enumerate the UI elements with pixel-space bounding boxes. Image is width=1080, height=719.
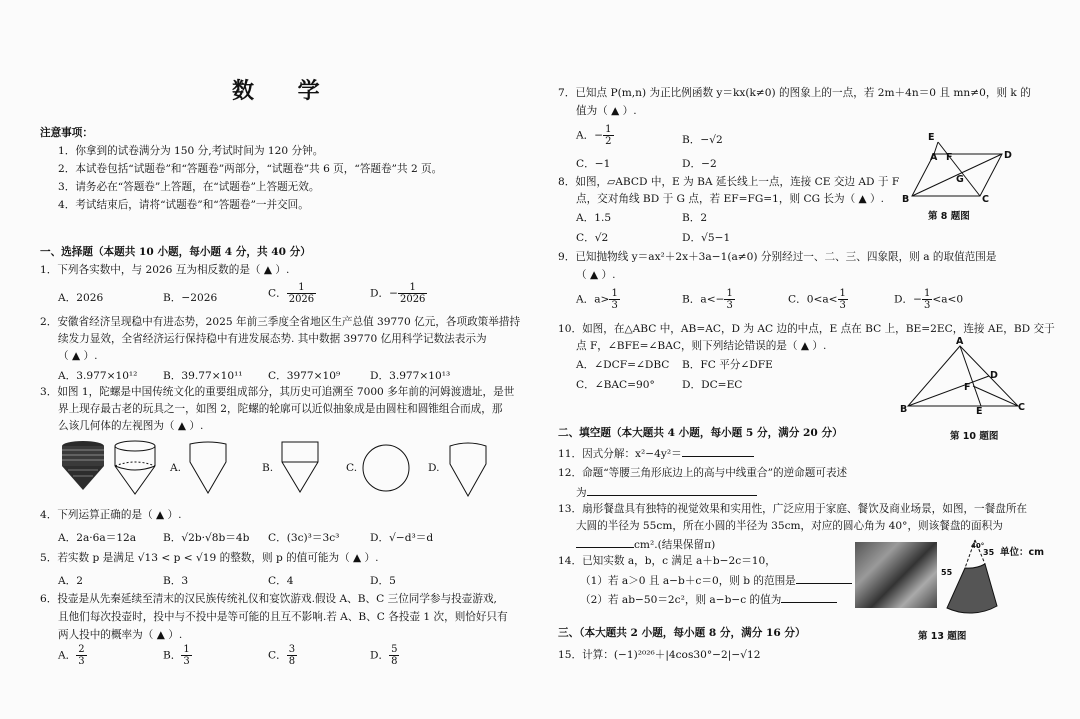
figure-8-caption: 第 8 题图 bbox=[928, 211, 970, 222]
fig8-label-c: C bbox=[982, 194, 989, 205]
answer-blank[interactable] bbox=[781, 592, 837, 603]
q9-option-b: B．a<− $\frac{1}{3}$ bbox=[682, 288, 733, 311]
q2-option-b: B．39.77×10¹¹ bbox=[163, 370, 243, 382]
q2-option-d: D．3.977×10¹³ bbox=[370, 370, 451, 382]
q5-option-b: B．3 bbox=[163, 575, 189, 587]
q9-option-a: A．a> $\frac{1}{3}$ bbox=[576, 288, 618, 311]
q6-option-b: B． $\frac{1}{3}$ bbox=[163, 644, 190, 667]
fig10-label-b: B bbox=[900, 404, 908, 415]
q8-option-a: A．1.5 bbox=[576, 212, 612, 224]
q10-option-d: D．DC=EC bbox=[682, 379, 743, 391]
question-11-stem: 11．因式分解：x²−4y²＝ bbox=[558, 446, 754, 461]
question-9-line: 9．已知抛物线 y＝ax²＋2x＋3a−1(a≠0) 分别经过一、二、三、四象限，则 a 的取值范围是 bbox=[558, 251, 997, 263]
q10-option-c: C．∠BAC=90° bbox=[576, 379, 655, 391]
question-15-stem: 15．计算：(−1)²⁰²⁶＋|4cos30°−2|−√12 bbox=[558, 649, 761, 661]
q9-option-d: D．− $\frac{1}{3}$ <a<0 bbox=[894, 288, 964, 311]
q7-option-d: D．−2 bbox=[682, 158, 717, 170]
question-13-line: cm².(结果保留π) bbox=[576, 537, 715, 552]
q3-option-b-figure bbox=[278, 440, 322, 496]
question-2-line: 续发力显效，全省经济运行保持稳中有进发展态势. 其中数据 39770 亿用科学记数法表示为 bbox=[58, 333, 487, 345]
question-3-line: 么该几何体的左视图为（ ▲ ）. bbox=[58, 420, 204, 432]
note-item: 4．考试结束后，请将“试题卷”和“答题卷”一并交回。 bbox=[58, 199, 309, 211]
q5-option-a: A．2 bbox=[58, 575, 83, 587]
question-1-stem: 1．下列各实数中，与 2026 互为相反数的是（ ▲ ）. bbox=[40, 264, 290, 276]
question-8-line: 点，交对角线 BD 于 G 点，若 EF=FG=1，则 CG 长为（ ▲ ）. bbox=[576, 193, 885, 205]
question-7-line: 7．已知点 P(m,n) 为正比例函数 y＝kx(k≠0) 的图象上的一点，若 2m＋4n＝0 且 mn≠0，则 k 的 bbox=[558, 87, 1031, 99]
question-13-line: 13．扇形餐盘具有独特的视觉效果和实用性，广泛应用于家庭、餐饮及商业场景，如图，一餐盘所在 bbox=[558, 503, 1028, 515]
question-3-line: 3．如图 1，陀螺是中国传统文化的重要组成部分，其历史可追溯至 7000 多年前的河姆渡遗址，是世 bbox=[40, 386, 515, 398]
cylinder-cone-figure bbox=[112, 440, 158, 496]
q3-option-c-label: C. bbox=[346, 462, 358, 474]
question-5-stem: 5．若实数 p 是满足 √13 < p < √19 的整数，则 p 的值可能为（ ▲ ）. bbox=[40, 552, 379, 564]
fig10-label-d: D bbox=[990, 370, 998, 381]
page-title: 数 学 bbox=[232, 78, 338, 104]
q1-option-c: C． $\frac{1}{2026}$ bbox=[268, 282, 315, 305]
sector-plate-diagram bbox=[941, 540, 1005, 612]
question-13-line: 大圆的半径为 55cm，所在小圆的半径为 35cm，对应的圆心角为 40°，则该餐盘的面积为 bbox=[576, 520, 1003, 532]
section-heading: 一、选择题（本题共 10 小题，每小题 4 分，共 40 分） bbox=[40, 246, 311, 258]
q4-option-b: B．√2b·√8b＝4b bbox=[163, 532, 250, 544]
q1-option-d: D．− $\frac{1}{2026}$ bbox=[370, 282, 426, 305]
question-8-line: 8．如图，▱ABCD 中，E 为 BA 延长线上一点，连接 CE 交边 AD 于 F bbox=[558, 176, 900, 188]
q4-option-d: D．√−d³＝d bbox=[370, 532, 434, 544]
question-7-line: 值为（ ▲ ）. bbox=[576, 105, 637, 117]
q9-option-c: C．0<a< $\frac{1}{3}$ bbox=[788, 288, 846, 311]
q7-option-a: A．− $\frac{1}{2}$ bbox=[576, 124, 612, 147]
fig8-label-g: G bbox=[956, 174, 964, 185]
q10-option-a: A．∠DCF=∠DBC bbox=[576, 359, 670, 371]
section-heading: 三、（本大题共 2 小题，每小题 8 分，满分 16 分） bbox=[558, 627, 806, 639]
question-10-line: 10．如图，在△ABC 中，AB=AC，D 为 AC 边的中点，E 点在 BC 上，BE=2EC，连接 AE，BD 交于 bbox=[558, 323, 1055, 335]
question-2-line: 2．安徽省经济呈现稳中有进态势，2025 年前三季度全省地区生产总值 39770 亿元，各项政策举措持 bbox=[40, 316, 521, 328]
q8-option-c: C．√2 bbox=[576, 232, 609, 244]
note-item: 2．本试卷包括“试题卷”和“答题卷”两部分，“试题卷”共 6 页，“答题卷”共 2 页。 bbox=[58, 163, 443, 175]
question-14-line: （2）若 ab−50＝2c²，则 a−b−c 的值为 bbox=[580, 592, 837, 607]
sector-big-radius: 55 bbox=[941, 568, 953, 577]
question-12-line: 12．命题“等腰三角形底边上的高与中线重合”的逆命题可表述 bbox=[558, 467, 848, 479]
q5-option-d: D．5 bbox=[370, 575, 396, 587]
fig10-label-e: E bbox=[976, 406, 983, 417]
question-14-line: 14．已知实数 a，b，c 满足 a＋b−2c＝10， bbox=[558, 555, 776, 567]
q3-option-a-label: A. bbox=[170, 462, 182, 474]
q10-option-b: B．FC 平分∠DFE bbox=[682, 359, 773, 371]
note-item: 1．你拿到的试卷满分为 150 分,考试时间为 120 分钟。 bbox=[58, 145, 324, 157]
fig8-label-d: D bbox=[1004, 150, 1012, 161]
fig8-label-a: A bbox=[930, 152, 938, 163]
q6-option-c: C． $\frac{3}{8}$ bbox=[268, 644, 296, 667]
q5-option-c: C．4 bbox=[268, 575, 294, 587]
q6-option-a: A． $\frac{2}{3}$ bbox=[58, 644, 85, 667]
note-item: 3．请务必在“答题卷”上答题，在“试题卷”上答题无效。 bbox=[58, 181, 320, 193]
question-3-line: 界上现存最古老的玩具之一，如图 2，陀螺的轮廓可以近似抽象成是由圆柱和圆锥组合而成，那 bbox=[58, 403, 503, 415]
notes-heading: 注意事项： bbox=[40, 127, 93, 139]
figure-10-triangle bbox=[900, 336, 1025, 418]
figure-13-caption: 第 13 题图 bbox=[918, 631, 967, 642]
question-6-line: 两人投中的概率为（ ▲ ）. bbox=[58, 629, 183, 641]
q3-option-d-figure bbox=[446, 440, 490, 498]
q7-option-c: C．−1 bbox=[576, 158, 611, 170]
answer-blank[interactable] bbox=[576, 537, 634, 548]
section-heading: 二、填空题（本大题共 4 小题，每小题 5 分，满分 20 分） bbox=[558, 427, 843, 439]
spinning-top-photo bbox=[60, 440, 106, 492]
question-14-line: （1）若 a＞0 且 a−b＋c＝0，则 b 的范围是 bbox=[580, 573, 852, 588]
q3-option-d-label: D. bbox=[428, 462, 440, 474]
fig10-label-c: C bbox=[1018, 402, 1025, 413]
fig10-label-a: A bbox=[956, 336, 964, 347]
q2-option-a: A．3.977×10¹² bbox=[58, 370, 138, 382]
figure-10-caption: 第 10 题图 bbox=[950, 431, 999, 442]
sector-unit-label: 单位：cm bbox=[1000, 547, 1045, 558]
question-9-line: （ ▲ ）. bbox=[576, 269, 616, 281]
question-2-line: （ ▲ ）. bbox=[58, 350, 98, 362]
question-4-stem: 4．下列运算正确的是（ ▲ ）. bbox=[40, 509, 182, 521]
answer-blank[interactable] bbox=[682, 446, 754, 457]
sector-small-radius: 35 bbox=[983, 548, 995, 557]
sector-plate-photo bbox=[855, 542, 937, 608]
figure-8-parallelogram bbox=[900, 134, 1025, 204]
question-6-line: 6．投壶是从先秦延续至清末的汉民族传统礼仪和宴饮游戏.假设 A、B、C 三位同学参与投壶游戏, bbox=[40, 593, 497, 605]
q8-option-d: D．√5−1 bbox=[682, 232, 731, 244]
answer-blank[interactable] bbox=[587, 485, 757, 496]
q8-option-b: B．2 bbox=[682, 212, 708, 224]
fig8-label-f: F bbox=[946, 152, 953, 163]
q4-option-c: C．(3c)³＝3c³ bbox=[268, 532, 340, 544]
answer-blank[interactable] bbox=[796, 573, 852, 584]
question-12-line: 为 bbox=[576, 485, 757, 500]
q3-option-a-figure bbox=[186, 440, 230, 496]
q1-option-a: A．2026 bbox=[58, 292, 104, 304]
q1-option-b: B．−2026 bbox=[163, 292, 218, 304]
q3-option-b-label: B. bbox=[262, 462, 274, 474]
fig8-label-b: B bbox=[902, 194, 910, 205]
q6-option-d: D． $\frac{5}{8}$ bbox=[370, 644, 398, 667]
sector-angle-label: 40° bbox=[971, 542, 985, 550]
fig10-label-f: F bbox=[964, 382, 971, 393]
question-6-line: 且他们每次投壶时，投中与不投中是等可能的且互不影响.若 A、B、C 各投壶 1 次，则恰好只有 bbox=[58, 611, 508, 623]
question-10-line: 点 F，∠BFE=∠BAC，则下列结论错误的是（ ▲ ）. bbox=[576, 340, 827, 352]
q4-option-a: A．2a·6a＝12a bbox=[58, 532, 137, 544]
fig8-label-e: E bbox=[928, 132, 935, 143]
q3-option-c-figure bbox=[362, 444, 410, 492]
q2-option-c: C．3977×10⁹ bbox=[268, 370, 341, 382]
q7-option-b: B．−√2 bbox=[682, 134, 723, 146]
